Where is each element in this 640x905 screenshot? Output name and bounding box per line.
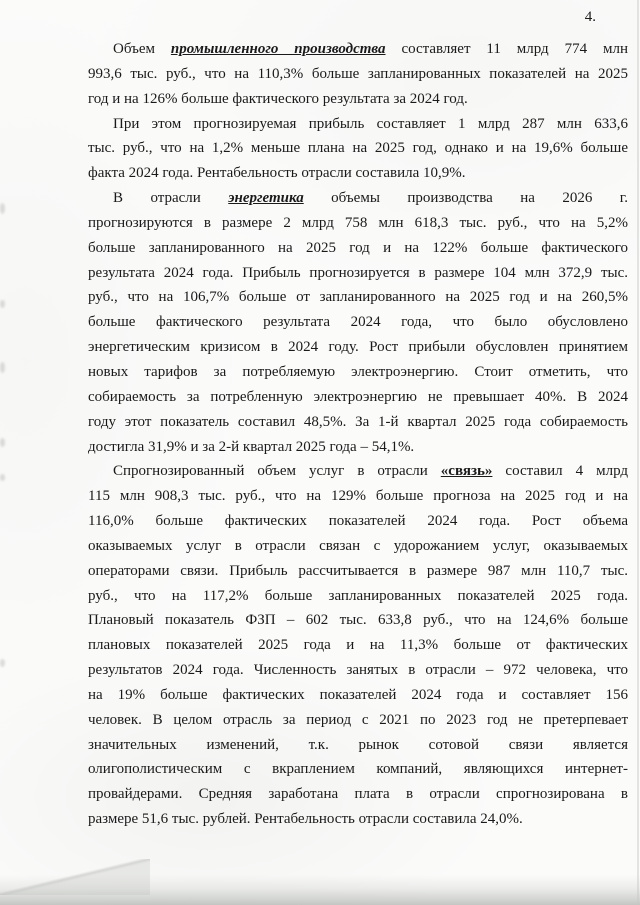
text-line — [88, 410, 628, 435]
text-line — [88, 584, 628, 609]
text-segment: руб., что на 106,7% больше от запланированного на 2025 год и на 260,5% — [88, 289, 628, 306]
text-segment: объемы производства на 2026 г. — [303, 190, 628, 207]
text-line — [88, 37, 628, 62]
text-line — [88, 285, 628, 310]
emphasized-term: энергетика — [228, 190, 304, 207]
text-segment: результата 2024 года. Прибыль прогнозируется в размере 104 млн 372,9 тыс. — [88, 264, 628, 281]
text-line — [88, 807, 628, 832]
text-line — [88, 62, 628, 87]
scan-bottom-shadow — [0, 875, 640, 905]
text-line — [88, 87, 628, 112]
text-segment: 993,6 тыс. руб., что на 110,3% больше запланированных показателей на 2025 — [88, 65, 628, 82]
text-segment: собираемость за потребленную электроэнергию не превышает 40%. В 2024 — [88, 388, 628, 405]
text-line — [88, 733, 628, 758]
document-lines — [88, 37, 628, 832]
text-segment: больше фактического результата 2024 года, что было обусловлено — [88, 314, 628, 331]
text-segment: составил 4 млрд — [492, 463, 629, 480]
text-segment: В отрасли — [113, 190, 229, 207]
text-line — [88, 757, 628, 782]
text-line — [88, 136, 628, 161]
text-segment: Спрогнозированный объем услуг в отрасли — [113, 463, 441, 480]
text-line — [88, 310, 628, 335]
text-line — [88, 658, 628, 683]
scan-smudge — [0, 438, 5, 447]
text-segment: Объем — [113, 41, 171, 57]
text-segment: человек. В целом отрасль за период с 2021 по 2023 год не претерпевает — [88, 711, 628, 728]
text-line — [88, 559, 628, 584]
text-segment: достигла 31,9% и за 2-й квартал 2025 года – 54,1%. — [88, 438, 415, 455]
emphasized-term: «связь» — [440, 463, 493, 480]
text-line — [88, 236, 628, 261]
text-line — [88, 509, 628, 534]
text-segment: год и на 126% больше фактического результата за 2024 год. — [88, 90, 468, 107]
text-segment: операторами связи. Прибыль рассчитывается в размере 987 млн 110,7 тыс. — [88, 562, 628, 579]
text-line — [88, 782, 628, 807]
scan-smudge — [0, 659, 5, 667]
text-segment: значительных изменений, т.к. рынок сотовой связи является — [88, 736, 628, 753]
text-segment: При этом прогнозируемая прибыль составляет 1 млрд 287 млн 633,6 — [113, 115, 628, 132]
scan-corner-fold — [0, 859, 150, 895]
text-segment: Плановый показатель ФЗП – 602 тыс. 633,8 руб., что на 124,6% больше — [88, 612, 628, 629]
text-line — [88, 633, 628, 658]
text-segment: новых тарифов за потребляемую электроэнергию. Стоит отметить, что — [88, 363, 628, 380]
text-segment: году этот показатель составил 48,5%. За 1-й квартал 2025 года собираемость — [88, 413, 628, 430]
text-segment: тыс. руб., что на 1,2% меньше плана на 2025 год, однако и на 19,6% больше — [88, 140, 628, 157]
text-line — [88, 335, 628, 360]
text-line — [88, 360, 628, 385]
text-line — [88, 435, 628, 460]
text-line — [88, 608, 628, 633]
scan-smudge — [0, 362, 5, 373]
text-segment: плановых показателей 2025 года и на 11,3% больше от фактических — [88, 637, 628, 654]
text-segment: 116,0% больше фактических показателей 2024 года. Рост объема — [88, 513, 628, 530]
text-segment: энергетическим кризисом в 2024 году. Рост прибыли обусловлен принятием — [88, 339, 628, 356]
scan-smudge — [0, 203, 5, 214]
text-line — [88, 161, 628, 186]
text-line — [88, 112, 628, 137]
text-segment: результатов 2024 года. Численность занятых в отрасли – 972 человека, что — [88, 662, 628, 679]
scan-smudge — [0, 300, 5, 308]
text-line — [88, 385, 628, 410]
emphasized-term: промышленного производства — [170, 41, 386, 57]
scan-right-edge — [637, 0, 639, 905]
scan-smudge — [0, 474, 5, 481]
text-segment: факта 2024 года. Рентабельность отрасли составила 10,9%. — [88, 165, 466, 182]
text-line — [88, 484, 628, 509]
text-segment: олигополистическим с вкраплением компаний, являющихся интернет- — [88, 761, 628, 778]
text-segment: на 19% больше фактических показателей 2024 года и составляет 156 — [88, 686, 628, 703]
text-line — [88, 211, 628, 236]
text-segment: больше запланированного на 2025 год и на 122% больше фактического — [88, 239, 628, 256]
text-line — [88, 534, 628, 559]
text-segment: руб., что на 117,2% больше запланированных показателей 2025 года. — [88, 587, 628, 604]
text-segment: составляет 11 млрд 774 млн — [385, 41, 628, 57]
page-number: 4. — [584, 9, 596, 25]
text-line — [88, 708, 628, 733]
text-segment: прогнозируются в размере 2 млрд 758 млн 618,3 тыс. руб., что на 5,2% — [88, 214, 628, 231]
text-segment: провайдерами. Средняя заработана плата в отрасли спрогнозирована в — [88, 786, 628, 803]
text-segment: 115 млн 908,3 тыс. руб., что на 129% больше прогноза на 2025 год и на — [88, 488, 628, 505]
text-line — [88, 261, 628, 286]
text-line — [88, 186, 628, 211]
text-line — [88, 459, 628, 484]
text-line — [88, 683, 628, 708]
text-segment: размере 51,6 тыс. рублей. Рентабельность отрасли составила 24,0%. — [88, 811, 523, 828]
text-segment: оказываемых услуг в отрасли связан с удорожанием услуг, оказываемых — [88, 537, 628, 554]
